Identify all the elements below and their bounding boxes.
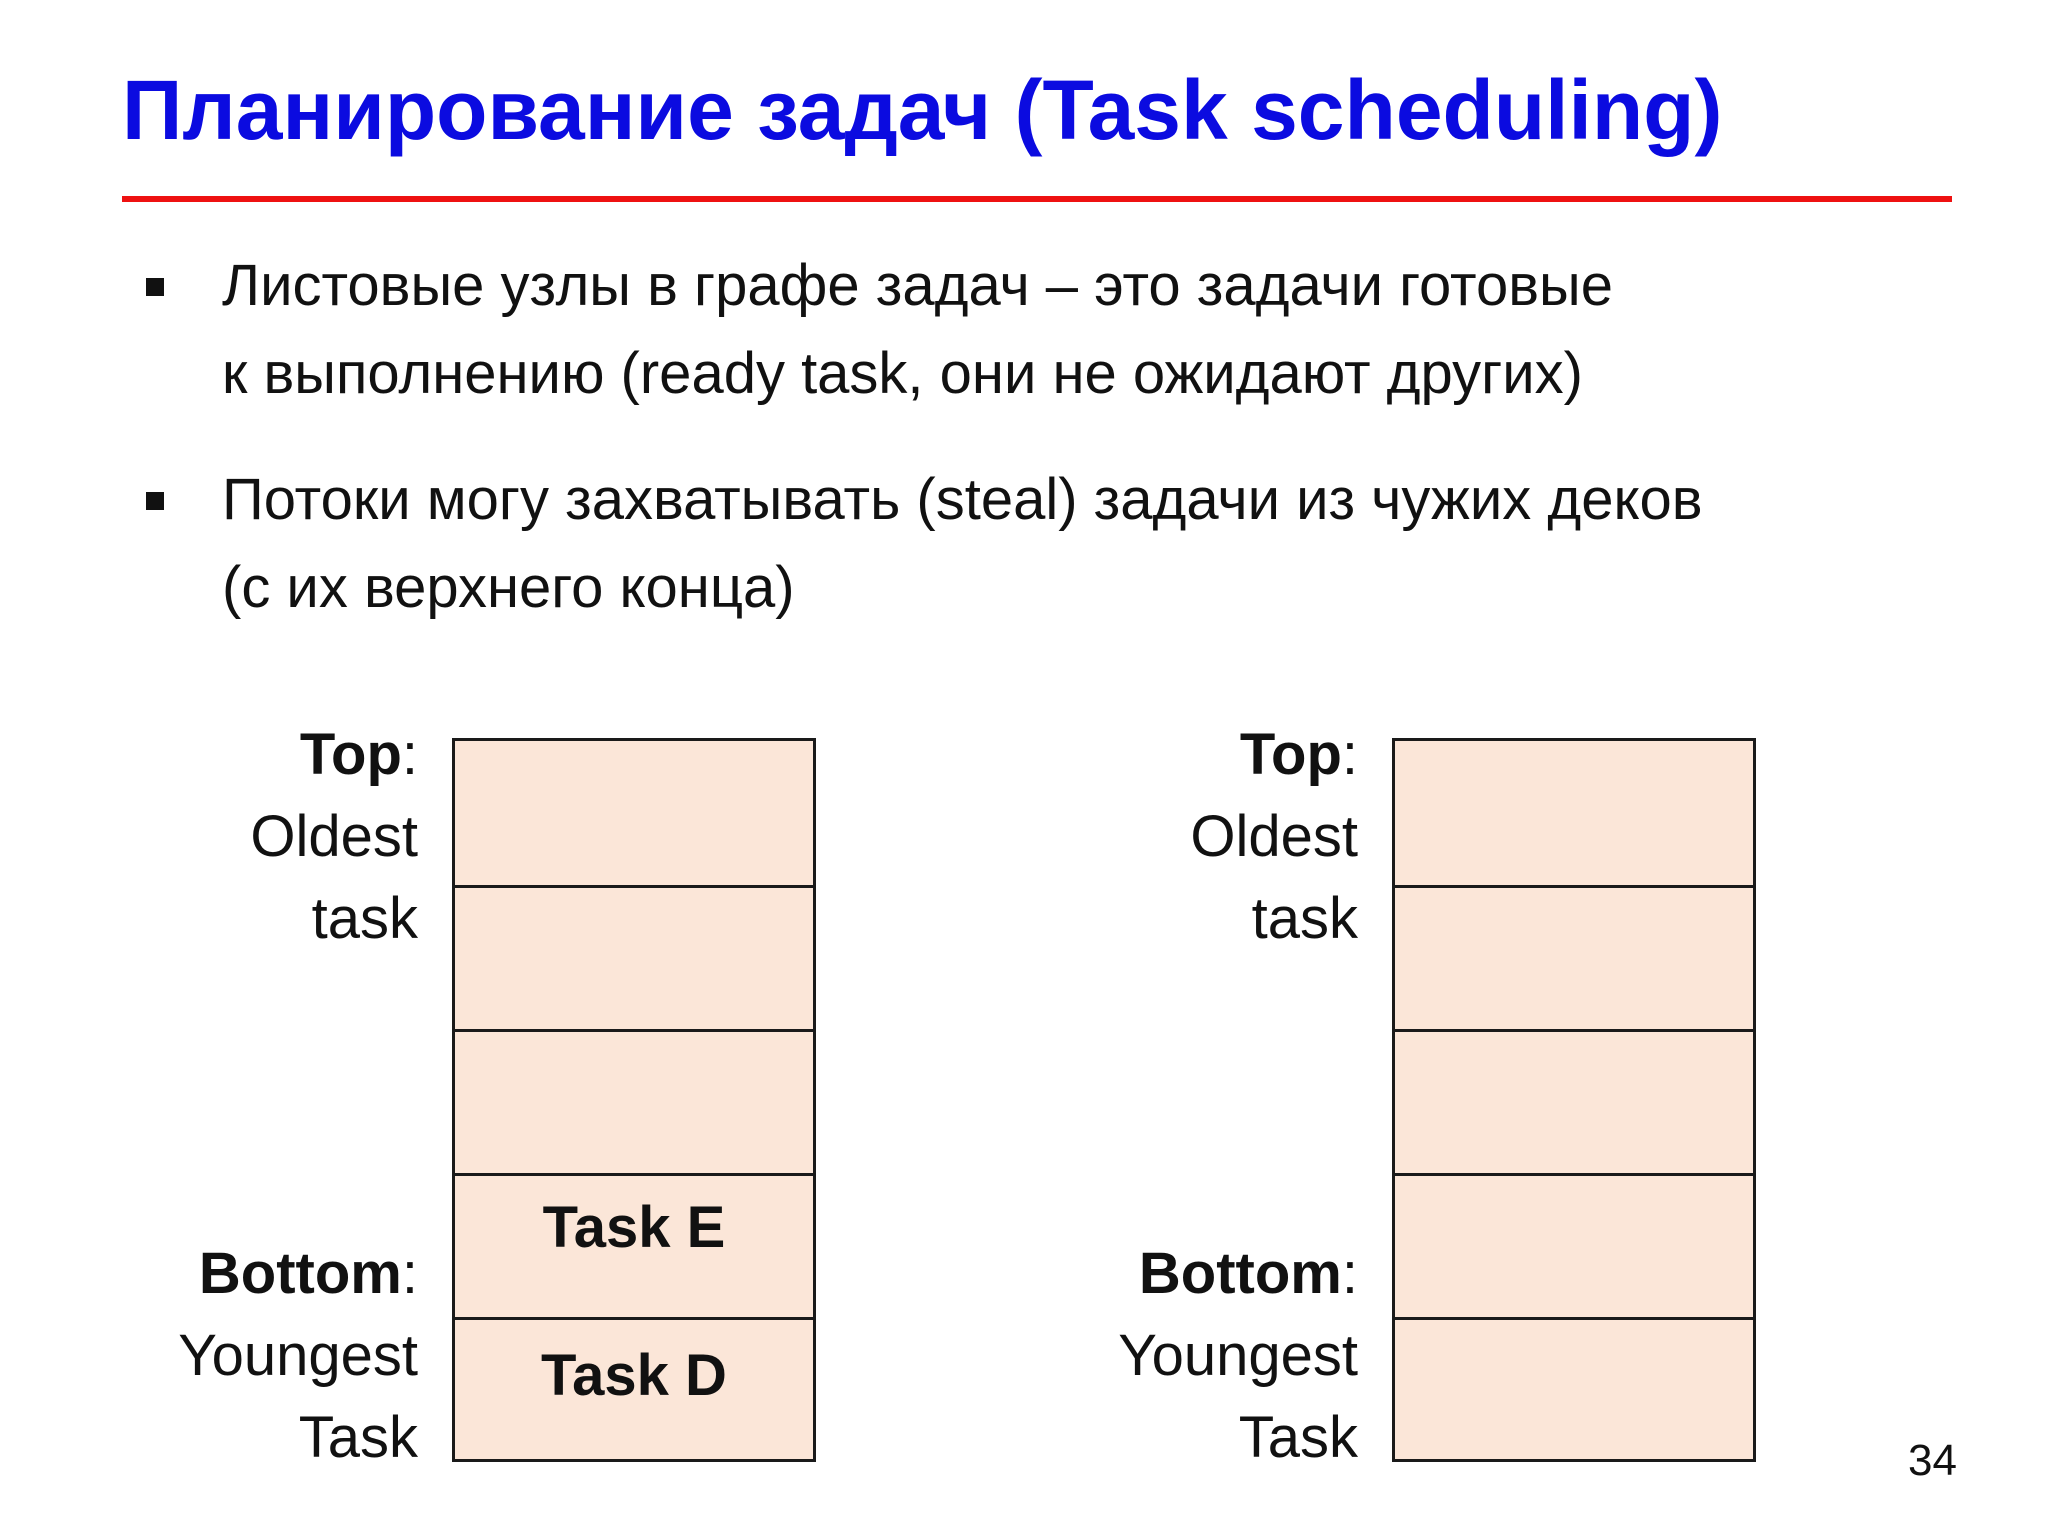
- deque-slot-task-d: [455, 1317, 813, 1461]
- slot-label: Task D: [541, 1343, 727, 1408]
- deque-slot-task-e: [455, 1173, 813, 1317]
- top-label-colon: :: [401, 722, 418, 787]
- bottom-label-colon: :: [1341, 1241, 1358, 1306]
- deque-bottom-label: [18, 1233, 418, 1479]
- bullet-line: (с их верхнего конца): [222, 555, 795, 620]
- deque-slot: [1395, 885, 1753, 1029]
- top-label-colon: :: [1341, 722, 1358, 787]
- top-label-line3: task: [1251, 886, 1358, 951]
- deque-slot: [1395, 1317, 1753, 1461]
- bottom-label-line3: Task: [298, 1405, 418, 1470]
- deque-slot: [1395, 741, 1753, 885]
- slide-title: Планирование задач (Task scheduling): [122, 63, 1723, 157]
- deque-slot: [455, 1029, 813, 1173]
- bottom-label-bold: Bottom: [198, 1241, 402, 1306]
- bullet-item-leaf-nodes: [146, 242, 1966, 418]
- bottom-label-line2: Youngest: [1118, 1323, 1358, 1388]
- bottom-label-line3: Task: [1238, 1405, 1358, 1470]
- top-label-line2: Oldest: [1190, 804, 1358, 869]
- deque-slot: [455, 885, 813, 1029]
- deque-top-label: [958, 714, 1358, 960]
- page-number: 34: [1908, 1436, 1957, 1485]
- top-label-bold: Top: [1239, 722, 1342, 787]
- slot-label: Task E: [542, 1195, 726, 1260]
- bullet-line: к выполнению (ready task, они не ожидают других): [222, 341, 1583, 406]
- bullet-item-stealing: [146, 456, 1966, 632]
- bullet-list: [146, 242, 1966, 670]
- deque-slot: [1395, 1173, 1753, 1317]
- bullet-line: Потоки могу захватывать (steal) задачи из чужих деков: [222, 467, 1703, 532]
- bottom-label-line2: Youngest: [178, 1323, 418, 1388]
- deque-slot: [455, 741, 813, 885]
- deque-slot: [1395, 1029, 1753, 1173]
- deque-top-label: [18, 714, 418, 960]
- square-bullet-icon: [146, 492, 164, 510]
- deque-right: [1392, 738, 1756, 1462]
- bottom-label-colon: :: [401, 1241, 418, 1306]
- title-divider: [122, 196, 1952, 202]
- top-label-bold: Top: [299, 722, 402, 787]
- bullet-line: Листовые узлы в графе задач – это задачи готовые: [222, 253, 1613, 318]
- top-label-line3: task: [311, 886, 418, 951]
- bottom-label-bold: Bottom: [1138, 1241, 1342, 1306]
- deque-bottom-label: [958, 1233, 1358, 1479]
- top-label-line2: Oldest: [250, 804, 418, 869]
- deque-left: [452, 738, 816, 1462]
- square-bullet-icon: [146, 278, 164, 296]
